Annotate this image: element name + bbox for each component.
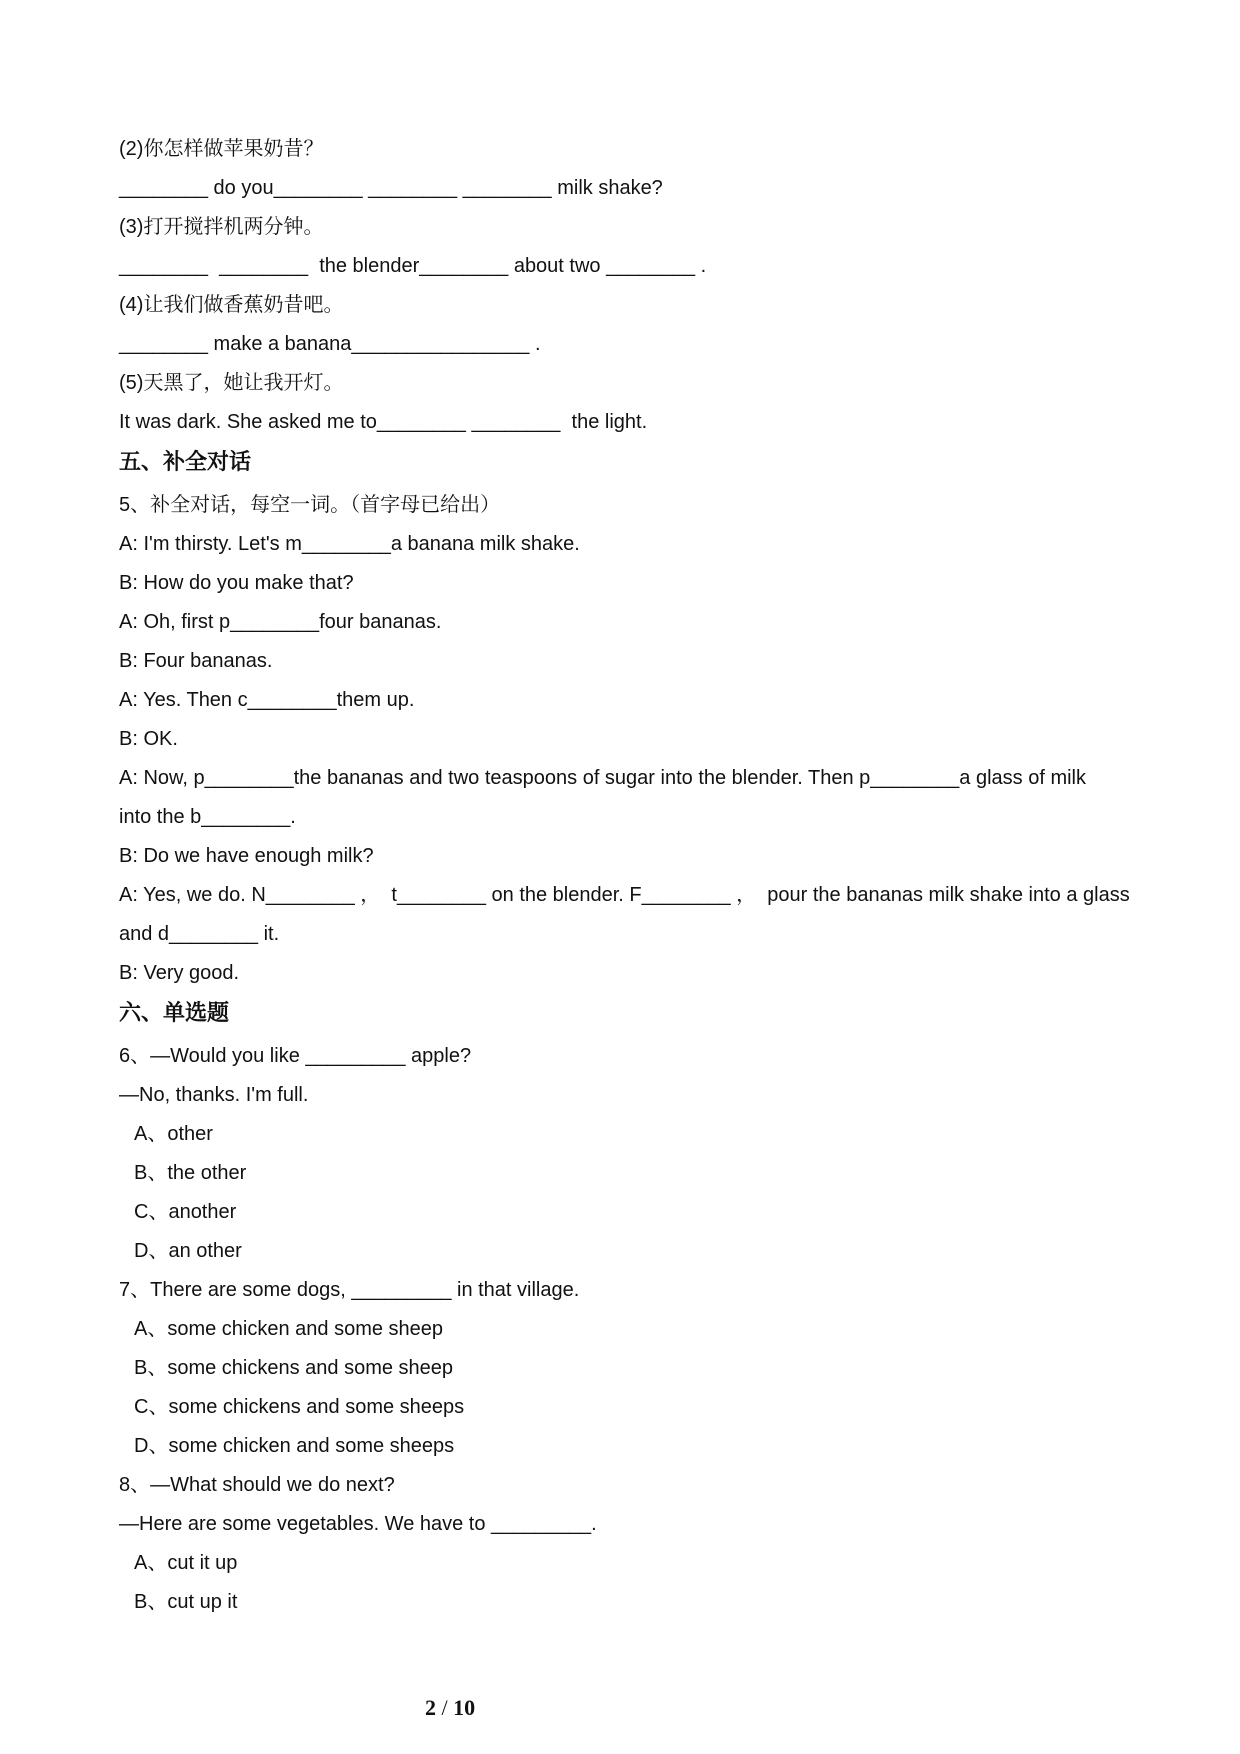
q8-stem-response: —Here are some vegetables. We have to _________. xyxy=(119,1513,597,1535)
q3-prompt: (3)打开搅拌机两分钟。 xyxy=(119,216,324,238)
page-content xyxy=(119,130,1130,1622)
q7-option-d: D、some chicken and some sheeps xyxy=(134,1435,455,1457)
q4-prompt: (4)让我们做香蕉奶昔吧。 xyxy=(119,294,344,316)
dialogue-line: B: Four bananas. xyxy=(119,650,273,672)
dialogue-line: B: Do we have enough milk? xyxy=(119,845,374,867)
total-pages-number: 10 xyxy=(453,1695,476,1720)
q6-option-a: A、other xyxy=(134,1123,213,1145)
q8-option-a: A、cut it up xyxy=(134,1552,238,1574)
page-separator: / xyxy=(441,1695,448,1720)
page-number xyxy=(0,1695,900,1721)
section-5-heading: 五、补全对话 xyxy=(119,449,252,474)
q6-stem-response: —No, thanks. I'm full. xyxy=(119,1084,309,1106)
q8-option-b: B、cut up it xyxy=(134,1591,238,1613)
q7-option-b: B、some chickens and some sheep xyxy=(134,1357,454,1379)
dialogue-line: A: I'm thirsty. Let's m________a banana milk shake. xyxy=(119,533,580,555)
current-page-number: 2 xyxy=(424,1695,436,1720)
q2-answer-line: ________ do you________ ________ ________ milk shake? xyxy=(119,177,663,199)
dialogue-line: and d________ it. xyxy=(119,923,280,945)
dialogue-line: B: Very good. xyxy=(119,962,240,984)
q4-answer-line: ________ make a banana________________ . xyxy=(119,333,541,355)
q6-stem: 6、—Would you like _________ apple? xyxy=(119,1045,472,1067)
dialogue-line: into the b________. xyxy=(119,806,296,828)
q7-option-c: C、some chickens and some sheeps xyxy=(134,1396,465,1418)
dialogue-line: B: How do you make that? xyxy=(119,572,354,594)
q6-option-d: D、an other xyxy=(134,1240,242,1262)
q7-stem: 7、There are some dogs, _________ in that village. xyxy=(119,1279,580,1301)
dialogue-line: A: Yes, we do. N________ ， t________ on the blender. F________ ， pour the bananas milk shake into a glass xyxy=(119,884,1130,906)
dialogue-line: B: OK. xyxy=(119,728,178,750)
dialogue-line: A: Yes. Then c________them up. xyxy=(119,689,415,711)
dialogue-line: A: Oh, first p________four bananas. xyxy=(119,611,442,633)
q3-answer-line: ________ ________ the blender________ about two ________ . xyxy=(119,255,707,277)
section-6-heading: 六、单选题 xyxy=(119,1000,230,1025)
q6-option-c: C、another xyxy=(134,1201,237,1223)
q2-prompt: (2)你怎样做苹果奶昔？ xyxy=(119,138,324,160)
q5-answer-line: It was dark. She asked me to________ ________ the light. xyxy=(119,411,648,433)
section-5-instruction: 5、补全对话，每空一词。（首字母已给出） xyxy=(119,494,501,516)
q7-option-a: A、some chicken and some sheep xyxy=(134,1318,444,1340)
dialogue-line: A: Now, p________the bananas and two teaspoons of sugar into the blender. Then p________a glass of milk xyxy=(119,767,1087,789)
q5-prompt: (5)天黑了，她让我开灯。 xyxy=(119,372,344,394)
q6-option-b: B、the other xyxy=(134,1162,247,1184)
q8-stem: 8、—What should we do next? xyxy=(119,1474,395,1496)
